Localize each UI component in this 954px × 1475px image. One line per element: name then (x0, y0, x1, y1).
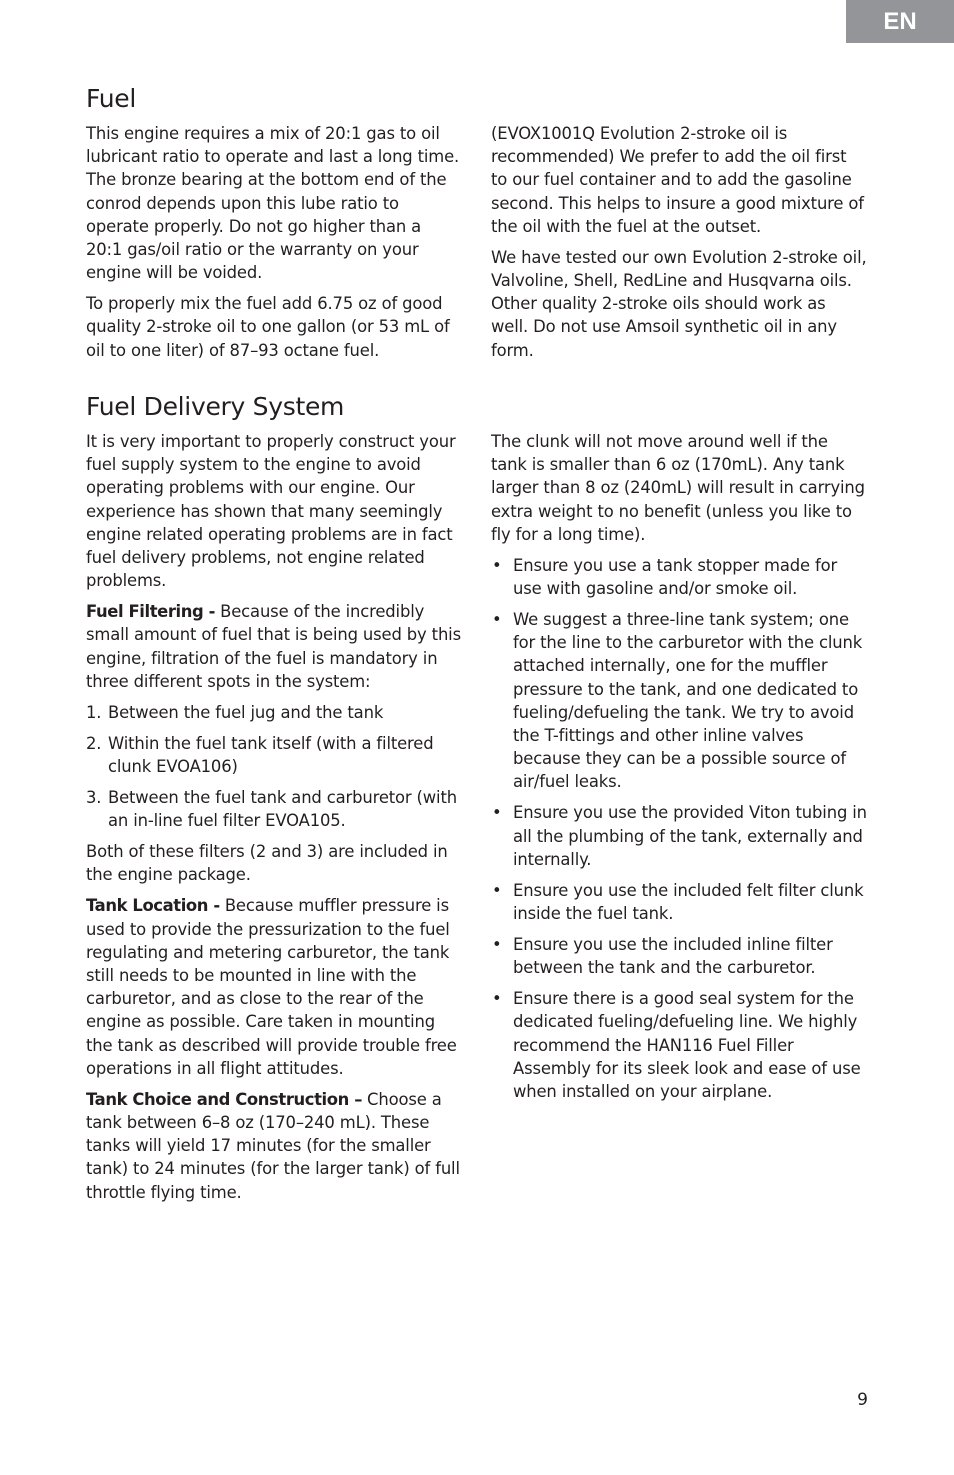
bullet-icon: • (492, 989, 502, 1009)
bullet-icon: • (492, 610, 502, 630)
delivery-left-column (86, 430, 462, 1212)
fuel-paragraph: (EVOX1001Q Evolution 2-stroke oil is recommended) We prefer to add the oil first to our fuel container and to add the gasoline second. This helps to insure a good mixture of the oil with the fuel at the outset. (491, 124, 864, 236)
tank-choice-label: Tank Choice and Construction – (86, 1089, 362, 1109)
list-item (491, 608, 867, 794)
list-item-text: Within the fuel tank itself (with a filtered clunk EVOA106) (108, 733, 434, 777)
tank-choice-paragraph (86, 1088, 462, 1204)
fuel-paragraph: This engine requires a mix of 20:1 gas to oil lubricant ratio to operate and last a long time. The bronze bearing at the bottom end of the conrod depends upon this lube ratio to operate properly. Do not go higher than a 20:1 gas/oil ratio or the warranty on your engine will be voided. (86, 124, 460, 283)
list-item (86, 732, 462, 778)
list-item (86, 786, 462, 832)
list-item (491, 801, 867, 871)
list-marker: 1. (86, 702, 102, 722)
tank-location-paragraph (86, 894, 462, 1080)
list-item-text: Ensure you use the provided Viton tubing in all the plumbing of the tank, externally and internally. (513, 803, 867, 869)
bullet-icon: • (492, 880, 502, 900)
fuel-filtering-paragraph (86, 600, 462, 693)
list-item-text: Ensure you use a tank stopper made for use with gasoline and/or smoke oil. (513, 555, 838, 599)
list-item-text: Ensure you use the included felt filter clunk inside the fuel tank. (513, 880, 864, 924)
list-item (491, 554, 867, 600)
fuel-left-column (86, 122, 462, 370)
tank-choice-text: Choose a tank between 6–8 oz (170–240 mL). These tanks will yield 17 minutes (for the smaller tank) to 24 minutes (for the larger tank) of full throttle flying time. (86, 1089, 460, 1202)
fuel-paragraph: To properly mix the fuel add 6.75 oz of good quality 2-stroke oil to one gallon (or 53 mL of oil to one liter) of 87–93 octane fuel. (86, 294, 450, 360)
fuel-heading: Fuel (86, 84, 136, 113)
list-item (491, 879, 867, 925)
delivery-intro: It is very important to properly construct your fuel supply system to the engine to avoid operating problems with our engine. Our experience has shown that many seemingly engine related operating problems are in fact fuel delivery problems, not engine related problems. (86, 432, 456, 591)
bullet-icon: • (492, 935, 502, 955)
tank-tips-list (491, 554, 867, 1103)
list-item (491, 987, 867, 1103)
fuel-filtering-text: Because of the incredibly small amount of fuel that is being used by this engine, filtration of the fuel is mandatory in three different spots in the system: (86, 602, 461, 691)
list-item (491, 933, 867, 979)
filter-spots-list (86, 701, 462, 833)
list-item-text: We suggest a three-line tank system; one for the line to the carburetor with the clunk attached internally, one for the muffler pressure to the tank, and one dedicated to fueling/defueling the tank. We try to avoid the T-fittings and other inline valves because they can be a possible source of air/fuel leaks. (513, 610, 863, 792)
list-item-text: Ensure there is a good seal system for the dedicated fueling/defueling line. We highly recommend the HAN116 Fuel Filler Assembly for its sleek look and ease of use when installed on your airplane. (513, 989, 861, 1102)
list-item-text: Ensure you use the included inline filter between the tank and the carburetor. (513, 935, 833, 978)
bullet-icon: • (492, 555, 502, 575)
list-item-text: Between the fuel tank and carburetor (with an in-line fuel filter EVOA105. (108, 788, 457, 831)
fuel-paragraph: We have tested our own Evolution 2-stroke oil, Valvoline, Shell, RedLine and Husqvarna oils. Other quality 2-stroke oils should work as well. Do not use Amsoil synthetic oil in any form. (491, 247, 867, 360)
language-tab: EN (846, 0, 954, 43)
list-item-text: Between the fuel jug and the tank (108, 702, 384, 722)
tank-location-text: Because muffler pressure is used to provide the pressurization to the fuel regulating and metering carburetor, the tank still needs to be mounted in line with the carburetor, and as close to the rear of the engine as possible. Care taken in mounting the tank as described will provide trouble free operations in all flight attitudes. (86, 896, 457, 1078)
clunk-paragraph: The clunk will not move around well if the tank is smaller than 6 oz (170mL). Any tank larger than 8 oz (240mL) will result in carrying extra weight to no benefit (unless you like to fly for a long time). (491, 432, 865, 544)
list-marker: 2. (86, 733, 102, 753)
delivery-right-column (491, 430, 867, 1111)
tank-location-label: Tank Location - (86, 896, 220, 916)
list-item (86, 701, 462, 724)
filters-note: Both of these filters (2 and 3) are included in the engine package. (86, 842, 448, 885)
list-marker: 3. (86, 788, 102, 808)
fuel-right-column (491, 122, 867, 370)
page-number: 9 (857, 1390, 868, 1410)
bullet-icon: • (492, 803, 502, 823)
fuel-filtering-label: Fuel Filtering - (86, 602, 216, 622)
fuel-delivery-heading: Fuel Delivery System (86, 392, 345, 421)
